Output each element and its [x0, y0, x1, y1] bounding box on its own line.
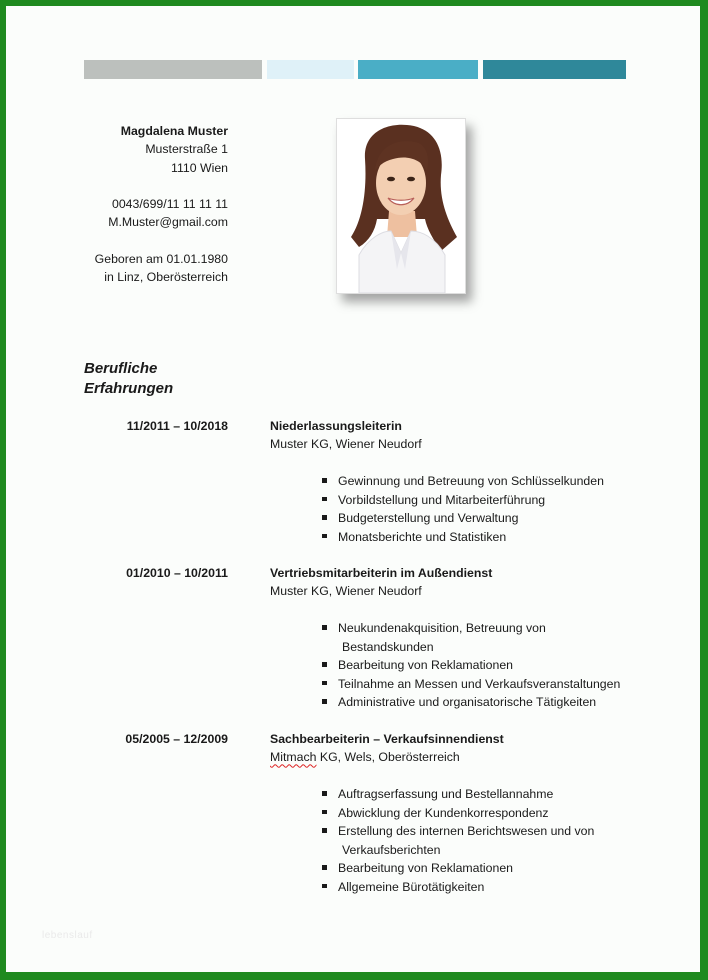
- job-title: Niederlassungsleiterin: [270, 419, 402, 433]
- spellcheck-word[interactable]: Mitmach: [270, 750, 317, 765]
- list-item: [322, 822, 622, 859]
- header-bar-dark: [483, 60, 626, 79]
- list-item: Monatsberichte und Statistiken: [322, 528, 622, 547]
- list-item: Administrative und organisatorische Tätigkeiten: [322, 693, 622, 712]
- list-item: Vorbildstellung und Mitarbeiterführung: [322, 491, 622, 510]
- portrait-image: [337, 119, 465, 293]
- job-company: Muster KG, Wiener Neudorf: [270, 437, 422, 452]
- birth-date: Geboren am 01.01.1980: [94, 252, 228, 267]
- job-company: Muster KG, Wiener Neudorf: [270, 584, 422, 599]
- list-item: Abwicklung der Kundenkorrespondenz: [322, 804, 622, 823]
- header-bar-light: [267, 60, 354, 79]
- list-item: Bearbeitung von Reklamationen: [322, 859, 622, 878]
- watermark: lebenslauf: [42, 930, 93, 941]
- job-title: Vertriebsmitarbeiterin im Außendienst: [270, 566, 493, 580]
- list-item: Budgeterstellung und Verwaltung: [322, 509, 622, 528]
- contact-block: [95, 122, 228, 287]
- list-item-continuation: Bestandskunden: [342, 639, 434, 654]
- job-duties: [322, 785, 622, 896]
- cv-page: [6, 6, 700, 972]
- job-title: Sachbearbeiterin – Verkaufsinnendienst: [270, 732, 504, 746]
- list-item-text: Erstellung des internen Berichtswesen und von: [338, 824, 595, 838]
- list-item: Allgemeine Bürotätigkeiten: [322, 878, 622, 897]
- section-title-experience: [84, 359, 173, 398]
- phone-number: 0043/699/11 11 11 11: [111, 197, 228, 212]
- list-item: Teilnahme an Messen und Verkaufsveranstaltungen: [322, 675, 622, 694]
- section-title-line1: Berufliche: [84, 360, 158, 377]
- birth-place: in Linz, Oberösterreich: [104, 270, 228, 285]
- profile-photo: [336, 118, 466, 294]
- header-bar-gray: [84, 60, 262, 79]
- applicant-name: Magdalena Muster: [120, 124, 228, 138]
- list-item: [322, 619, 622, 656]
- header-bar-mid: [358, 60, 478, 79]
- job-date: 05/2005 – 12/2009: [125, 732, 228, 746]
- job-company-rest: KG, Wels, Oberösterreich: [316, 750, 460, 765]
- job-date: 01/2010 – 10/2011: [126, 566, 228, 580]
- address-street: Musterstraße 1: [145, 142, 228, 157]
- list-item: Auftragserfassung und Bestellannahme: [322, 785, 622, 804]
- list-item-continuation: Verkaufsberichten: [342, 842, 441, 857]
- job-duties: [322, 472, 622, 546]
- list-item: Gewinnung und Betreuung von Schlüsselkunden: [322, 472, 622, 491]
- job-company: [270, 748, 460, 766]
- email-address: M.Muster@gmail.com: [108, 215, 228, 230]
- address-city: 1110 Wien: [171, 160, 228, 175]
- job-duties: [322, 619, 622, 712]
- list-item: Bearbeitung von Reklamationen: [322, 656, 622, 675]
- section-title-line2: Erfahrungen: [84, 379, 174, 397]
- job-date: 11/2011 – 10/2018: [126, 419, 228, 433]
- list-item-text: Neukundenakquisition, Betreuung von: [338, 621, 546, 635]
